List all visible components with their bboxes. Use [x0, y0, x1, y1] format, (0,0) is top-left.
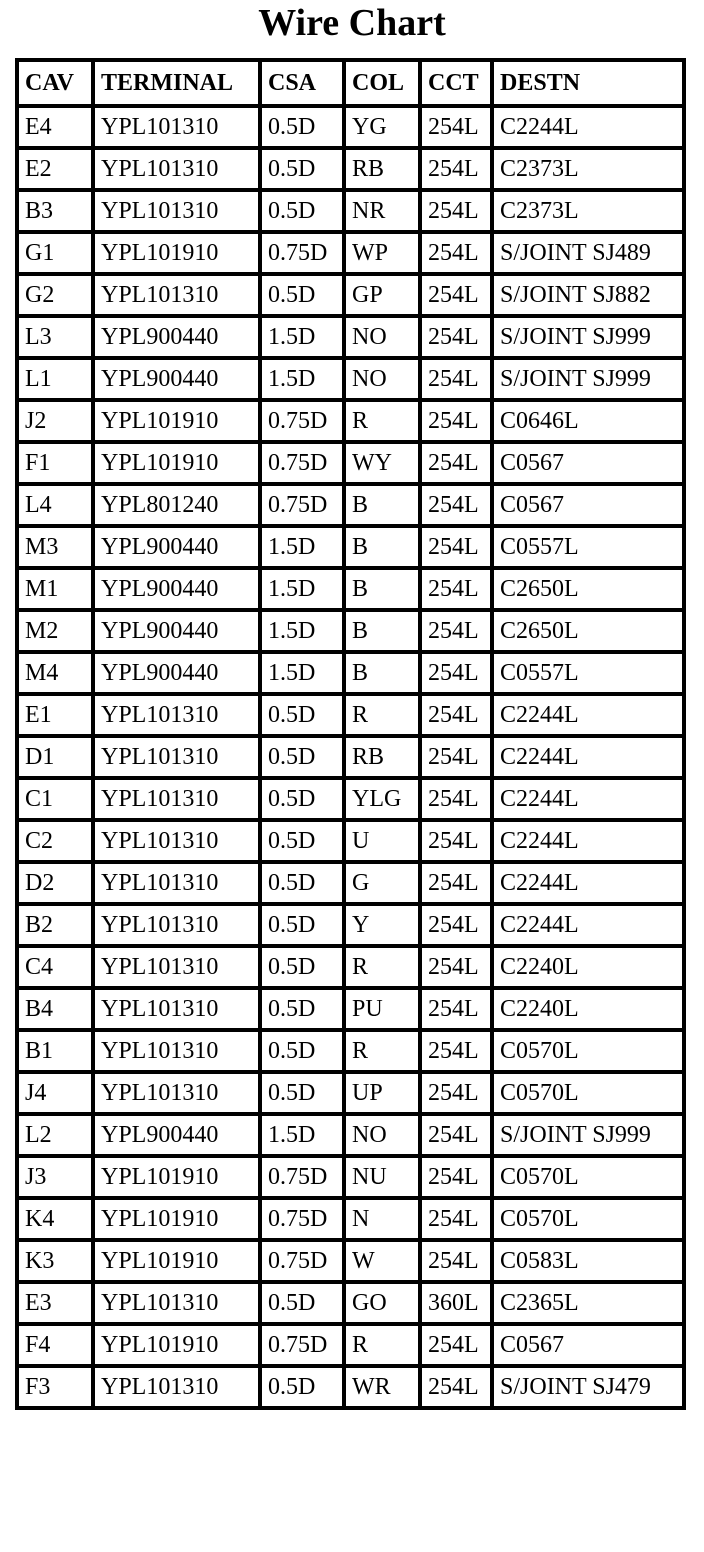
- cell-cav: D2: [19, 864, 95, 906]
- cell-csa: 0.75D: [262, 1242, 346, 1284]
- cell-csa: 1.5D: [262, 318, 346, 360]
- cell-cav: G1: [19, 234, 95, 276]
- cell-cav: C1: [19, 780, 95, 822]
- cell-destn: C0570L: [494, 1158, 686, 1200]
- cell-cav: F1: [19, 444, 95, 486]
- cell-csa: 1.5D: [262, 360, 346, 402]
- cell-terminal: YPL101310: [95, 738, 262, 780]
- wire-chart-table: [15, 58, 686, 1410]
- cell-col: UP: [346, 1074, 422, 1116]
- cell-destn: C2244L: [494, 108, 686, 150]
- header-csa: CSA: [262, 62, 346, 108]
- cell-cct: 254L: [422, 234, 494, 276]
- cell-destn: C0570L: [494, 1200, 686, 1242]
- table-row: [19, 108, 686, 150]
- table-row: [19, 444, 686, 486]
- cell-cav: B3: [19, 192, 95, 234]
- cell-col: R: [346, 696, 422, 738]
- cell-csa: 0.75D: [262, 402, 346, 444]
- cell-col: NR: [346, 192, 422, 234]
- cell-csa: 1.5D: [262, 570, 346, 612]
- header-cav: CAV: [19, 62, 95, 108]
- cell-col: B: [346, 612, 422, 654]
- cell-terminal: YPL801240: [95, 486, 262, 528]
- cell-cav: E1: [19, 696, 95, 738]
- cell-cav: D1: [19, 738, 95, 780]
- table-row: [19, 906, 686, 948]
- cell-destn: C0646L: [494, 402, 686, 444]
- cell-destn: S/JOINT SJ999: [494, 318, 686, 360]
- cell-destn: C2244L: [494, 822, 686, 864]
- cell-cct: 254L: [422, 108, 494, 150]
- table-row: [19, 696, 686, 738]
- cell-terminal: YPL900440: [95, 1116, 262, 1158]
- cell-cct: 254L: [422, 570, 494, 612]
- cell-terminal: YPL101910: [95, 444, 262, 486]
- cell-csa: 0.5D: [262, 1074, 346, 1116]
- table-row: [19, 234, 686, 276]
- cell-terminal: YPL101310: [95, 780, 262, 822]
- cell-cct: 254L: [422, 1368, 494, 1410]
- cell-cav: G2: [19, 276, 95, 318]
- table-row: [19, 1158, 686, 1200]
- header-col: COL: [346, 62, 422, 108]
- table-row: [19, 780, 686, 822]
- cell-cct: 254L: [422, 780, 494, 822]
- header-destn: DESTN: [494, 62, 686, 108]
- cell-csa: 0.5D: [262, 948, 346, 990]
- cell-cct: 254L: [422, 276, 494, 318]
- cell-destn: S/JOINT SJ489: [494, 234, 686, 276]
- cell-destn: C2244L: [494, 696, 686, 738]
- cell-cct: 254L: [422, 1326, 494, 1368]
- cell-cct: 254L: [422, 528, 494, 570]
- table-row: [19, 1326, 686, 1368]
- cell-terminal: YPL101310: [95, 150, 262, 192]
- table-row: [19, 570, 686, 612]
- cell-csa: 0.75D: [262, 486, 346, 528]
- cell-terminal: YPL101310: [95, 696, 262, 738]
- cell-destn: S/JOINT SJ999: [494, 360, 686, 402]
- cell-destn: C0557L: [494, 654, 686, 696]
- cell-cct: 254L: [422, 612, 494, 654]
- cell-terminal: YPL101310: [95, 108, 262, 150]
- table-row: [19, 1032, 686, 1074]
- table-row: [19, 1116, 686, 1158]
- cell-cct: 254L: [422, 864, 494, 906]
- cell-csa: 1.5D: [262, 612, 346, 654]
- cell-destn: C0557L: [494, 528, 686, 570]
- cell-col: NO: [346, 1116, 422, 1158]
- table-row: [19, 822, 686, 864]
- cell-cct: 254L: [422, 360, 494, 402]
- table-row: [19, 1368, 686, 1410]
- table-row: [19, 150, 686, 192]
- cell-cct: 254L: [422, 906, 494, 948]
- cell-cav: E3: [19, 1284, 95, 1326]
- cell-col: U: [346, 822, 422, 864]
- table-row: [19, 486, 686, 528]
- cell-col: NO: [346, 360, 422, 402]
- cell-cct: 254L: [422, 486, 494, 528]
- cell-col: B: [346, 528, 422, 570]
- table-row: [19, 990, 686, 1032]
- table-row: [19, 612, 686, 654]
- cell-cct: 254L: [422, 1158, 494, 1200]
- cell-cav: L3: [19, 318, 95, 360]
- cell-destn: C0583L: [494, 1242, 686, 1284]
- table-row: [19, 864, 686, 906]
- cell-csa: 0.5D: [262, 1368, 346, 1410]
- cell-destn: C2650L: [494, 612, 686, 654]
- cell-terminal: YPL900440: [95, 318, 262, 360]
- cell-terminal: YPL900440: [95, 360, 262, 402]
- cell-csa: 0.5D: [262, 1284, 346, 1326]
- table-body: [19, 108, 686, 1410]
- table-row: [19, 528, 686, 570]
- cell-col: R: [346, 402, 422, 444]
- cell-terminal: YPL900440: [95, 570, 262, 612]
- cell-cav: C2: [19, 822, 95, 864]
- cell-csa: 0.5D: [262, 1032, 346, 1074]
- cell-csa: 0.5D: [262, 738, 346, 780]
- cell-terminal: YPL101910: [95, 1200, 262, 1242]
- cell-cav: B2: [19, 906, 95, 948]
- cell-col: B: [346, 570, 422, 612]
- cell-col: B: [346, 654, 422, 696]
- cell-col: W: [346, 1242, 422, 1284]
- cell-csa: 0.5D: [262, 150, 346, 192]
- cell-col: WY: [346, 444, 422, 486]
- cell-terminal: YPL101910: [95, 402, 262, 444]
- cell-destn: C2240L: [494, 948, 686, 990]
- cell-cct: 254L: [422, 696, 494, 738]
- cell-csa: 0.75D: [262, 1326, 346, 1368]
- cell-col: YG: [346, 108, 422, 150]
- cell-cav: M4: [19, 654, 95, 696]
- cell-csa: 0.5D: [262, 780, 346, 822]
- cell-destn: C2240L: [494, 990, 686, 1032]
- cell-col: R: [346, 1032, 422, 1074]
- cell-cct: 254L: [422, 444, 494, 486]
- cell-terminal: YPL900440: [95, 528, 262, 570]
- cell-cct: 254L: [422, 654, 494, 696]
- cell-cct: 254L: [422, 948, 494, 990]
- cell-terminal: YPL101910: [95, 1158, 262, 1200]
- cell-csa: 0.75D: [262, 444, 346, 486]
- cell-csa: 0.75D: [262, 234, 346, 276]
- cell-col: GO: [346, 1284, 422, 1326]
- cell-cav: J3: [19, 1158, 95, 1200]
- cell-destn: S/JOINT SJ479: [494, 1368, 686, 1410]
- cell-terminal: YPL101310: [95, 948, 262, 990]
- cell-csa: 1.5D: [262, 654, 346, 696]
- cell-col: WP: [346, 234, 422, 276]
- cell-csa: 0.5D: [262, 990, 346, 1032]
- cell-terminal: YPL101310: [95, 906, 262, 948]
- cell-csa: 0.5D: [262, 906, 346, 948]
- table-row: [19, 1074, 686, 1116]
- cell-csa: 0.75D: [262, 1158, 346, 1200]
- cell-destn: C2244L: [494, 906, 686, 948]
- cell-col: R: [346, 948, 422, 990]
- table-row: [19, 948, 686, 990]
- cell-cct: 254L: [422, 402, 494, 444]
- cell-cct: 254L: [422, 150, 494, 192]
- cell-destn: C0567: [494, 444, 686, 486]
- cell-terminal: YPL101310: [95, 276, 262, 318]
- cell-cct: 254L: [422, 1200, 494, 1242]
- cell-cav: L2: [19, 1116, 95, 1158]
- cell-cct: 254L: [422, 822, 494, 864]
- cell-cct: 254L: [422, 990, 494, 1032]
- cell-cav: M2: [19, 612, 95, 654]
- cell-csa: 0.5D: [262, 108, 346, 150]
- cell-destn: C2365L: [494, 1284, 686, 1326]
- cell-csa: 1.5D: [262, 1116, 346, 1158]
- table-row: [19, 654, 686, 696]
- cell-col: NO: [346, 318, 422, 360]
- cell-terminal: YPL101310: [95, 192, 262, 234]
- cell-col: GP: [346, 276, 422, 318]
- cell-terminal: YPL900440: [95, 654, 262, 696]
- cell-destn: S/JOINT SJ999: [494, 1116, 686, 1158]
- cell-terminal: YPL101310: [95, 990, 262, 1032]
- cell-destn: C2373L: [494, 192, 686, 234]
- cell-destn: C2244L: [494, 864, 686, 906]
- table-row: [19, 738, 686, 780]
- cell-cav: F4: [19, 1326, 95, 1368]
- cell-destn: S/JOINT SJ882: [494, 276, 686, 318]
- table-row: [19, 192, 686, 234]
- cell-cct: 254L: [422, 318, 494, 360]
- cell-csa: 0.5D: [262, 276, 346, 318]
- cell-terminal: YPL101310: [95, 1074, 262, 1116]
- table-row: [19, 402, 686, 444]
- cell-col: NU: [346, 1158, 422, 1200]
- table-row: [19, 1242, 686, 1284]
- cell-terminal: YPL900440: [95, 612, 262, 654]
- table-row: [19, 1284, 686, 1326]
- cell-col: YLG: [346, 780, 422, 822]
- cell-col: G: [346, 864, 422, 906]
- cell-cct: 254L: [422, 738, 494, 780]
- cell-cav: J2: [19, 402, 95, 444]
- cell-terminal: YPL101310: [95, 1032, 262, 1074]
- cell-csa: 0.5D: [262, 864, 346, 906]
- page-title: Wire Chart: [258, 2, 446, 44]
- cell-csa: 0.5D: [262, 822, 346, 864]
- cell-col: B: [346, 486, 422, 528]
- table-row: [19, 318, 686, 360]
- cell-cav: K4: [19, 1200, 95, 1242]
- cell-col: PU: [346, 990, 422, 1032]
- cell-cav: E4: [19, 108, 95, 150]
- cell-col: RB: [346, 150, 422, 192]
- cell-destn: C2650L: [494, 570, 686, 612]
- table-row: [19, 360, 686, 402]
- cell-destn: C0567: [494, 486, 686, 528]
- cell-terminal: YPL101310: [95, 864, 262, 906]
- cell-csa: 1.5D: [262, 528, 346, 570]
- cell-destn: C0570L: [494, 1074, 686, 1116]
- cell-col: RB: [346, 738, 422, 780]
- table-row: [19, 1200, 686, 1242]
- cell-csa: 0.75D: [262, 1200, 346, 1242]
- cell-cav: J4: [19, 1074, 95, 1116]
- cell-csa: 0.5D: [262, 192, 346, 234]
- cell-cav: K3: [19, 1242, 95, 1284]
- cell-terminal: YPL101310: [95, 822, 262, 864]
- cell-cct: 254L: [422, 192, 494, 234]
- cell-terminal: YPL101310: [95, 1368, 262, 1410]
- cell-destn: C0567: [494, 1326, 686, 1368]
- cell-col: R: [346, 1326, 422, 1368]
- cell-cav: E2: [19, 150, 95, 192]
- cell-cct: 254L: [422, 1032, 494, 1074]
- cell-destn: C2244L: [494, 780, 686, 822]
- cell-cav: B1: [19, 1032, 95, 1074]
- cell-col: WR: [346, 1368, 422, 1410]
- cell-csa: 0.5D: [262, 696, 346, 738]
- cell-col: N: [346, 1200, 422, 1242]
- table-row: [19, 276, 686, 318]
- cell-cav: F3: [19, 1368, 95, 1410]
- cell-terminal: YPL101910: [95, 234, 262, 276]
- cell-terminal: YPL101310: [95, 1284, 262, 1326]
- cell-col: Y: [346, 906, 422, 948]
- cell-terminal: YPL101910: [95, 1326, 262, 1368]
- cell-cav: L1: [19, 360, 95, 402]
- cell-cav: C4: [19, 948, 95, 990]
- cell-cct: 254L: [422, 1116, 494, 1158]
- cell-terminal: YPL101910: [95, 1242, 262, 1284]
- header-row: [19, 62, 686, 108]
- cell-destn: C2373L: [494, 150, 686, 192]
- cell-destn: C0570L: [494, 1032, 686, 1074]
- cell-cct: 360L: [422, 1284, 494, 1326]
- header-terminal: TERMINAL: [95, 62, 262, 108]
- cell-cav: B4: [19, 990, 95, 1032]
- cell-cav: M3: [19, 528, 95, 570]
- cell-destn: C2244L: [494, 738, 686, 780]
- cell-cct: 254L: [422, 1074, 494, 1116]
- cell-cav: M1: [19, 570, 95, 612]
- header-cct: CCT: [422, 62, 494, 108]
- cell-cav: L4: [19, 486, 95, 528]
- cell-cct: 254L: [422, 1242, 494, 1284]
